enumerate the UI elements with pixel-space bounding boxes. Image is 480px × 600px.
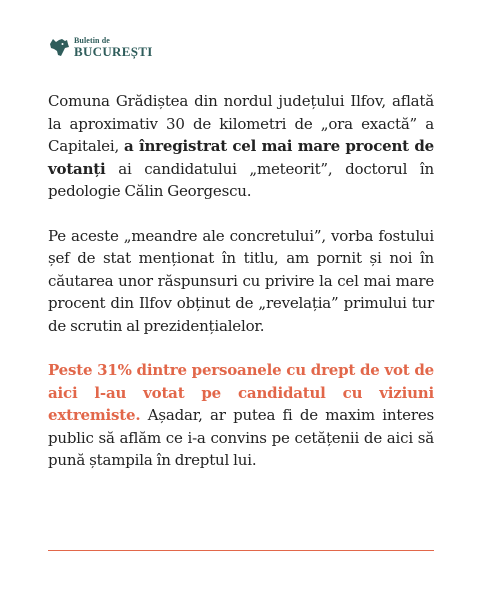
site-logo[interactable] — [48, 36, 153, 58]
paragraph-3-text: Așadar, ar putea fi de maxim interes public să aflăm ce i-a convins pe cetățenii de aici să pună ștampila în dreptul lui. — [48, 406, 434, 469]
article-body — [48, 90, 434, 494]
paragraph-2-text: Pe aceste „meandre ale concretului”, vorba fostului șef de stat menționat în titlu, am pornit și noi în căutarea unor răspunsuri cu privire la cel mai mare procent din Ilfov obținut de „revelația” primului tur de scrutin al prezidențialelor. — [48, 226, 434, 335]
paragraph-1 — [48, 90, 434, 203]
logo-wordmark — [74, 37, 153, 58]
paragraph-1-bold: a înregistrat cel mai mare procent de votanți — [48, 137, 434, 178]
logo-small-text: Buletin de — [74, 35, 110, 45]
paragraph-3-highlight: Peste 31% dintre persoanele cu drept de vot de aici l-au votat pe candidatul cu viziuni extremiste. — [48, 361, 434, 424]
paragraph-1-text-end: ai candidatului „meteorit”, doctorul în pedologie Călin Georgescu. — [48, 159, 434, 200]
paragraph-3 — [48, 359, 434, 472]
paragraph-1-text-start: Comuna Grădiștea din nordul județului Ilfov, aflată la aproximativ 30 de kilometri de „ora exactă” a Capitalei, — [48, 92, 434, 155]
paragraph-2 — [48, 225, 434, 338]
wolf-head-icon — [48, 36, 70, 58]
section-divider — [48, 550, 434, 551]
logo-big-text: BUCUREȘTI — [74, 43, 153, 59]
